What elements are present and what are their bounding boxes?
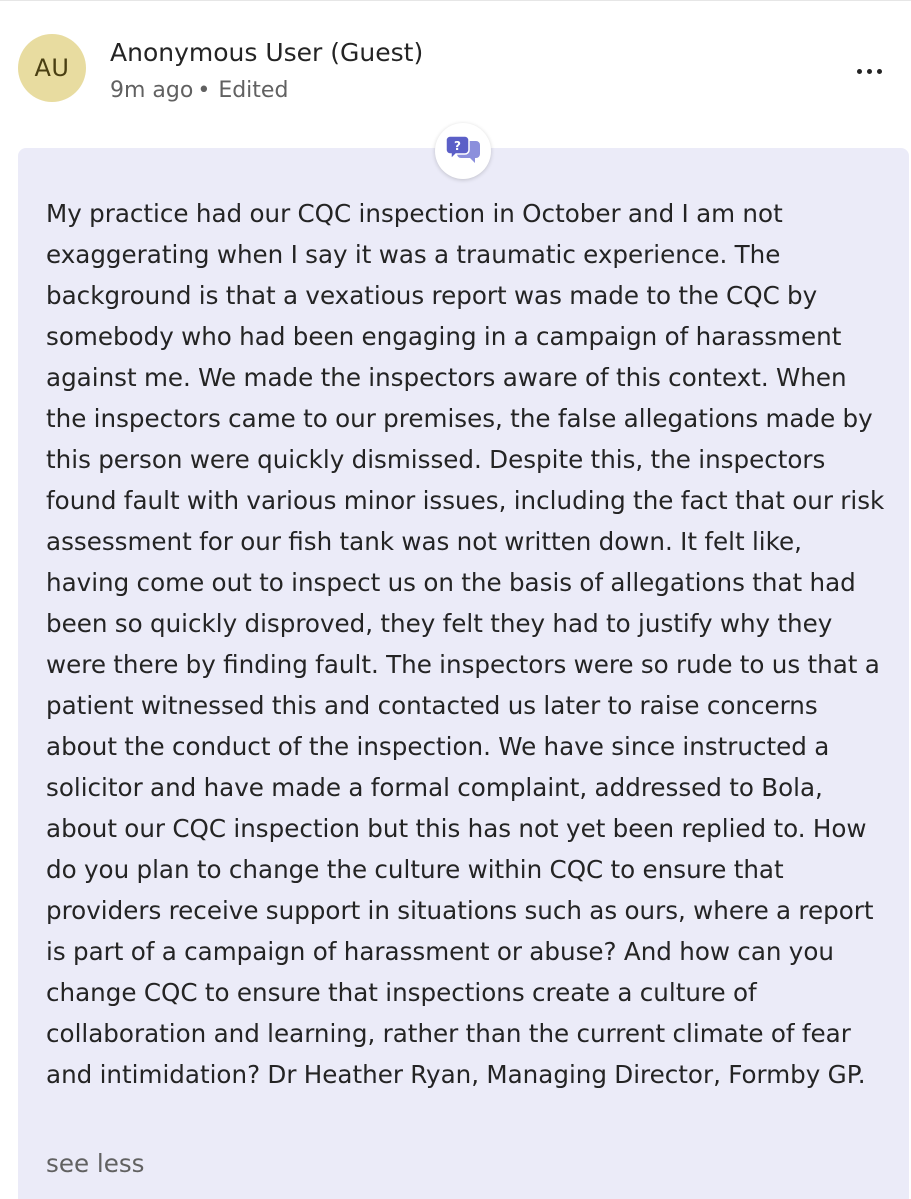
edited-label: Edited: [218, 78, 289, 103]
more-options-icon-dot: [867, 69, 872, 74]
post-body: My practice had our CQC inspection in October and I am not exaggerating when I say it was a traumatic experience. The background is that a vexatious report was made to the CQC by somebody who had been engaging in a campaign of harassment against me. We made the inspectors aware of this context. When the inspectors came to our premises, the false allegations made by this person were quickly dismissed. Despite this, the inspectors found fault with various minor issues, including the fact that our risk assessment for our fish tank was not written down. It felt like, having come out to inspect us on the basis of allegations that had been so quickly disproved, they felt they had to justify why they were there by finding fault. The inspectors were so rude to us that a patient witnessed this and contacted us later to raise concerns about the conduct of the inspection. We have since instructed a solicitor and have made a formal complaint, addressed to Bola, about our CQC inspection but this has not yet been replied to. How do you plan to change the culture within CQC to ensure that providers receive support in situations such as ours, where a report is part of a campaign of harassment or abuse? And how can you change CQC to ensure that inspections create a culture of collaboration and learning, rather than the current climate of fear and intimidation? Dr Heather Ryan, Managing Director, Formby GP.: [46, 199, 885, 1089]
question-badge: [435, 123, 491, 179]
more-options-icon-dot: [857, 69, 862, 74]
meta-separator: •: [197, 78, 211, 103]
more-options-icon-dot: [877, 69, 882, 74]
avatar[interactable]: AU: [18, 34, 86, 102]
author-name[interactable]: Anonymous User (Guest): [110, 38, 424, 67]
see-less-link[interactable]: see less: [46, 1149, 145, 1178]
post-header: [18, 34, 893, 114]
post-meta: [110, 78, 288, 103]
top-divider: [0, 0, 911, 1]
svg-text:?: ?: [454, 139, 461, 153]
question-chat-bubbles-icon: [445, 134, 481, 168]
post-timestamp: 9m ago: [110, 78, 194, 103]
more-options-button[interactable]: [849, 56, 889, 86]
